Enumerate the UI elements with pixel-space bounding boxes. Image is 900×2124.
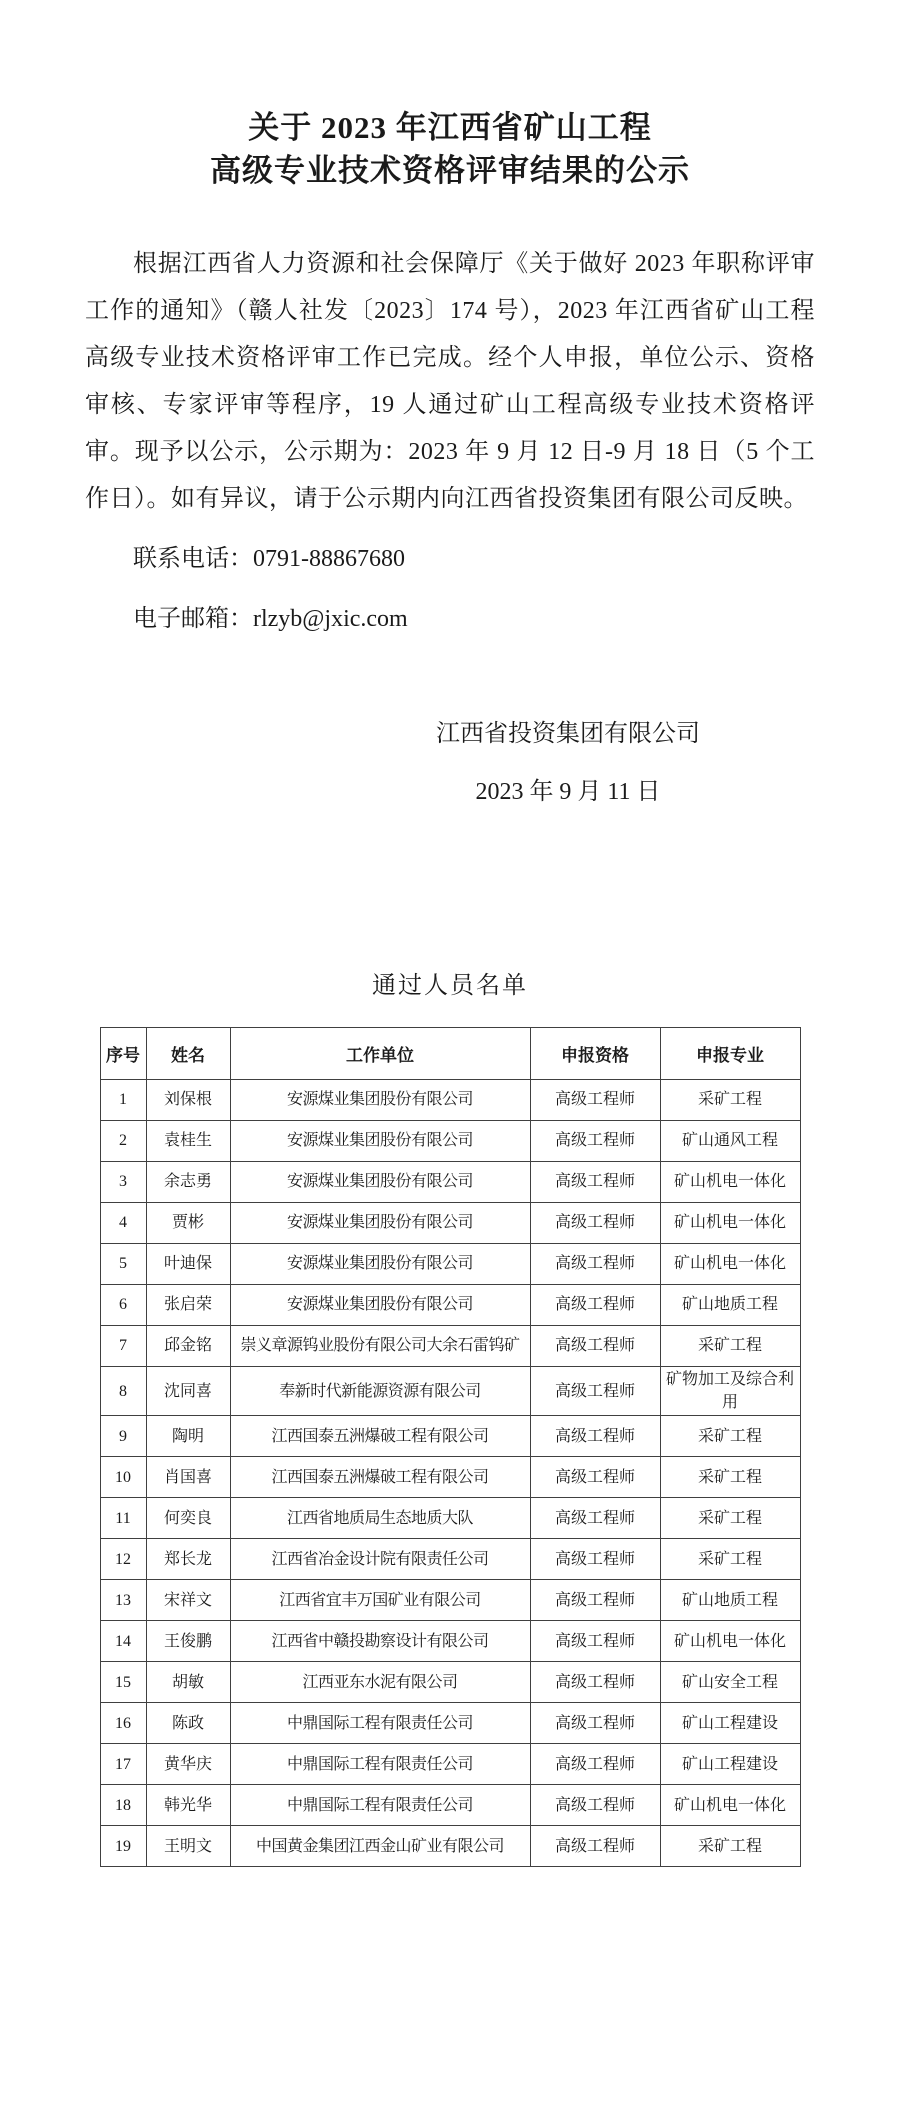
column-header-index: 序号: [100, 1028, 146, 1080]
contact-phone-line: 联系电话：0791-88867680: [133, 546, 405, 572]
table-row: [100, 1367, 800, 1416]
cell-index: 11: [100, 1498, 146, 1539]
document-title-line-1: 关于 2023 年江西省矿山工程: [248, 110, 652, 145]
cell-qualification: 高级工程师: [530, 1621, 660, 1662]
cell-work-unit: 中国黄金集团江西金山矿业有限公司: [230, 1826, 530, 1867]
announcement-page: [0, 106, 900, 2124]
cell-specialty: 采矿工程: [660, 1826, 800, 1867]
cell-qualification: 高级工程师: [530, 1162, 660, 1203]
cell-work-unit: 江西亚东水泥有限公司: [230, 1662, 530, 1703]
column-header-specialty: 申报专业: [660, 1028, 800, 1080]
cell-qualification: 高级工程师: [530, 1662, 660, 1703]
cell-name: 王俊鹏: [146, 1621, 230, 1662]
cell-qualification: 高级工程师: [530, 1080, 660, 1121]
cell-qualification: 高级工程师: [530, 1416, 660, 1457]
cell-work-unit: 安源煤业集团股份有限公司: [230, 1244, 530, 1285]
signature-organization: 江西省投资集团有限公司: [436, 721, 700, 747]
table-row: [100, 1121, 800, 1162]
table-row: [100, 1285, 800, 1326]
table-row: [100, 1744, 800, 1785]
cell-index: 4: [100, 1203, 146, 1244]
cell-work-unit: 江西省冶金设计院有限责任公司: [230, 1539, 530, 1580]
table-row: [100, 1703, 800, 1744]
cell-name: 黄华庆: [146, 1744, 230, 1785]
cell-work-unit: 中鼎国际工程有限责任公司: [230, 1703, 530, 1744]
cell-index: 8: [100, 1367, 146, 1416]
cell-index: 13: [100, 1580, 146, 1621]
table-row: [100, 1826, 800, 1867]
cell-qualification: 高级工程师: [530, 1457, 660, 1498]
cell-index: 19: [100, 1826, 146, 1867]
cell-name: 郑长龙: [146, 1539, 230, 1580]
cell-specialty: 矿山工程建设: [660, 1744, 800, 1785]
cell-work-unit: 中鼎国际工程有限责任公司: [230, 1785, 530, 1826]
roster-title: 通过人员名单: [372, 973, 528, 999]
cell-specialty: 矿山机电一体化: [660, 1785, 800, 1826]
cell-work-unit: 江西省中赣投勘察设计有限公司: [230, 1621, 530, 1662]
cell-index: 1: [100, 1080, 146, 1121]
table-row: [100, 1498, 800, 1539]
cell-work-unit: 崇义章源钨业股份有限公司大余石雷钨矿: [230, 1326, 530, 1367]
table-row: [100, 1580, 800, 1621]
cell-work-unit: 江西省地质局生态地质大队: [230, 1498, 530, 1539]
announcement-paragraph: 根据江西省人力资源和社会保障厅《关于做好 2023 年职称评审工作的通知》（赣人社发〔2023〕174 号），2023 年江西省矿山工程高级专业技术资格评审工作已完成。经个人申报，单位公示、资格审核、专家评审等程序，19 人通过矿山工程高级专业技术资格评审。现予以公示，公示期为：2023 年 9 月 12 日-9 月 18 日（5 个工作日）。如有异议，请于公示期内向江西省投资集团有限公司反映。: [85, 251, 815, 512]
table-row: [100, 1785, 800, 1826]
cell-index: 10: [100, 1457, 146, 1498]
table-row: [100, 1326, 800, 1367]
cell-index: 14: [100, 1621, 146, 1662]
cell-name: 叶迪保: [146, 1244, 230, 1285]
cell-index: 16: [100, 1703, 146, 1744]
cell-index: 17: [100, 1744, 146, 1785]
cell-qualification: 高级工程师: [530, 1203, 660, 1244]
signature-date: 2023 年 9 月 11 日: [475, 779, 661, 805]
table-row: [100, 1457, 800, 1498]
document-body: [0, 106, 900, 1867]
table-row: [100, 1662, 800, 1703]
cell-name: 王明文: [146, 1826, 230, 1867]
cell-specialty: 矿山机电一体化: [660, 1621, 800, 1662]
cell-index: 5: [100, 1244, 146, 1285]
cell-qualification: 高级工程师: [530, 1367, 660, 1416]
cell-specialty: 采矿工程: [660, 1326, 800, 1367]
cell-name: 陈政: [146, 1703, 230, 1744]
cell-qualification: 高级工程师: [530, 1244, 660, 1285]
cell-name: 张启荣: [146, 1285, 230, 1326]
cell-qualification: 高级工程师: [530, 1326, 660, 1367]
cell-name: 陶明: [146, 1416, 230, 1457]
cell-name: 邱金铭: [146, 1326, 230, 1367]
cell-work-unit: 江西省宜丰万国矿业有限公司: [230, 1580, 530, 1621]
cell-qualification: 高级工程师: [530, 1785, 660, 1826]
cell-index: 15: [100, 1662, 146, 1703]
cell-qualification: 高级工程师: [530, 1285, 660, 1326]
cell-index: 2: [100, 1121, 146, 1162]
pass-list-table: [100, 1027, 801, 1867]
cell-specialty: 矿山地质工程: [660, 1580, 800, 1621]
table-row: [100, 1539, 800, 1580]
cell-qualification: 高级工程师: [530, 1580, 660, 1621]
cell-specialty: 采矿工程: [660, 1416, 800, 1457]
table-row: [100, 1162, 800, 1203]
signature-block: [436, 714, 700, 812]
cell-name: 韩光华: [146, 1785, 230, 1826]
cell-index: 3: [100, 1162, 146, 1203]
cell-name: 何奕良: [146, 1498, 230, 1539]
cell-index: 7: [100, 1326, 146, 1367]
table-row: [100, 1244, 800, 1285]
table-row: [100, 1080, 800, 1121]
cell-name: 肖国喜: [146, 1457, 230, 1498]
cell-specialty: 矿山通风工程: [660, 1121, 800, 1162]
cell-specialty: 矿山工程建设: [660, 1703, 800, 1744]
column-header-qualification: 申报资格: [530, 1028, 660, 1080]
document-title-line-2: 高级专业技术资格评审结果的公示: [210, 153, 690, 188]
cell-name: 胡敏: [146, 1662, 230, 1703]
cell-name: 贾彬: [146, 1203, 230, 1244]
cell-qualification: 高级工程师: [530, 1121, 660, 1162]
cell-qualification: 高级工程师: [530, 1826, 660, 1867]
cell-specialty: 采矿工程: [660, 1498, 800, 1539]
cell-index: 18: [100, 1785, 146, 1826]
column-header-name: 姓名: [146, 1028, 230, 1080]
cell-specialty: 采矿工程: [660, 1457, 800, 1498]
cell-work-unit: 中鼎国际工程有限责任公司: [230, 1744, 530, 1785]
cell-work-unit: 江西国泰五洲爆破工程有限公司: [230, 1416, 530, 1457]
document-title: [85, 106, 815, 192]
cell-work-unit: 安源煤业集团股份有限公司: [230, 1162, 530, 1203]
cell-specialty: 矿山机电一体化: [660, 1203, 800, 1244]
cell-qualification: 高级工程师: [530, 1744, 660, 1785]
cell-work-unit: 安源煤业集团股份有限公司: [230, 1121, 530, 1162]
cell-name: 沈同喜: [146, 1367, 230, 1416]
pass-table-body: [100, 1080, 800, 1867]
contact-email-line: 电子邮箱：rlzyb@jxic.com: [133, 606, 408, 632]
table-row: [100, 1203, 800, 1244]
cell-work-unit: 安源煤业集团股份有限公司: [230, 1080, 530, 1121]
cell-name: 余志勇: [146, 1162, 230, 1203]
cell-index: 6: [100, 1285, 146, 1326]
cell-index: 12: [100, 1539, 146, 1580]
cell-specialty: 矿山地质工程: [660, 1285, 800, 1326]
column-header-work-unit: 工作单位: [230, 1028, 530, 1080]
cell-qualification: 高级工程师: [530, 1498, 660, 1539]
cell-qualification: 高级工程师: [530, 1703, 660, 1744]
cell-specialty: 矿山机电一体化: [660, 1162, 800, 1203]
table-header-row: [100, 1028, 800, 1080]
cell-name: 宋祥文: [146, 1580, 230, 1621]
cell-qualification: 高级工程师: [530, 1539, 660, 1580]
table-row: [100, 1416, 800, 1457]
cell-specialty: 矿物加工及综合利用: [660, 1367, 800, 1416]
cell-work-unit: 奉新时代新能源资源有限公司: [230, 1367, 530, 1416]
cell-specialty: 采矿工程: [660, 1539, 800, 1580]
table-row: [100, 1621, 800, 1662]
cell-work-unit: 安源煤业集团股份有限公司: [230, 1285, 530, 1326]
cell-index: 9: [100, 1416, 146, 1457]
cell-name: 刘保根: [146, 1080, 230, 1121]
cell-specialty: 采矿工程: [660, 1080, 800, 1121]
cell-name: 袁桂生: [146, 1121, 230, 1162]
cell-work-unit: 江西国泰五洲爆破工程有限公司: [230, 1457, 530, 1498]
cell-specialty: 矿山安全工程: [660, 1662, 800, 1703]
cell-specialty: 矿山机电一体化: [660, 1244, 800, 1285]
cell-work-unit: 安源煤业集团股份有限公司: [230, 1203, 530, 1244]
